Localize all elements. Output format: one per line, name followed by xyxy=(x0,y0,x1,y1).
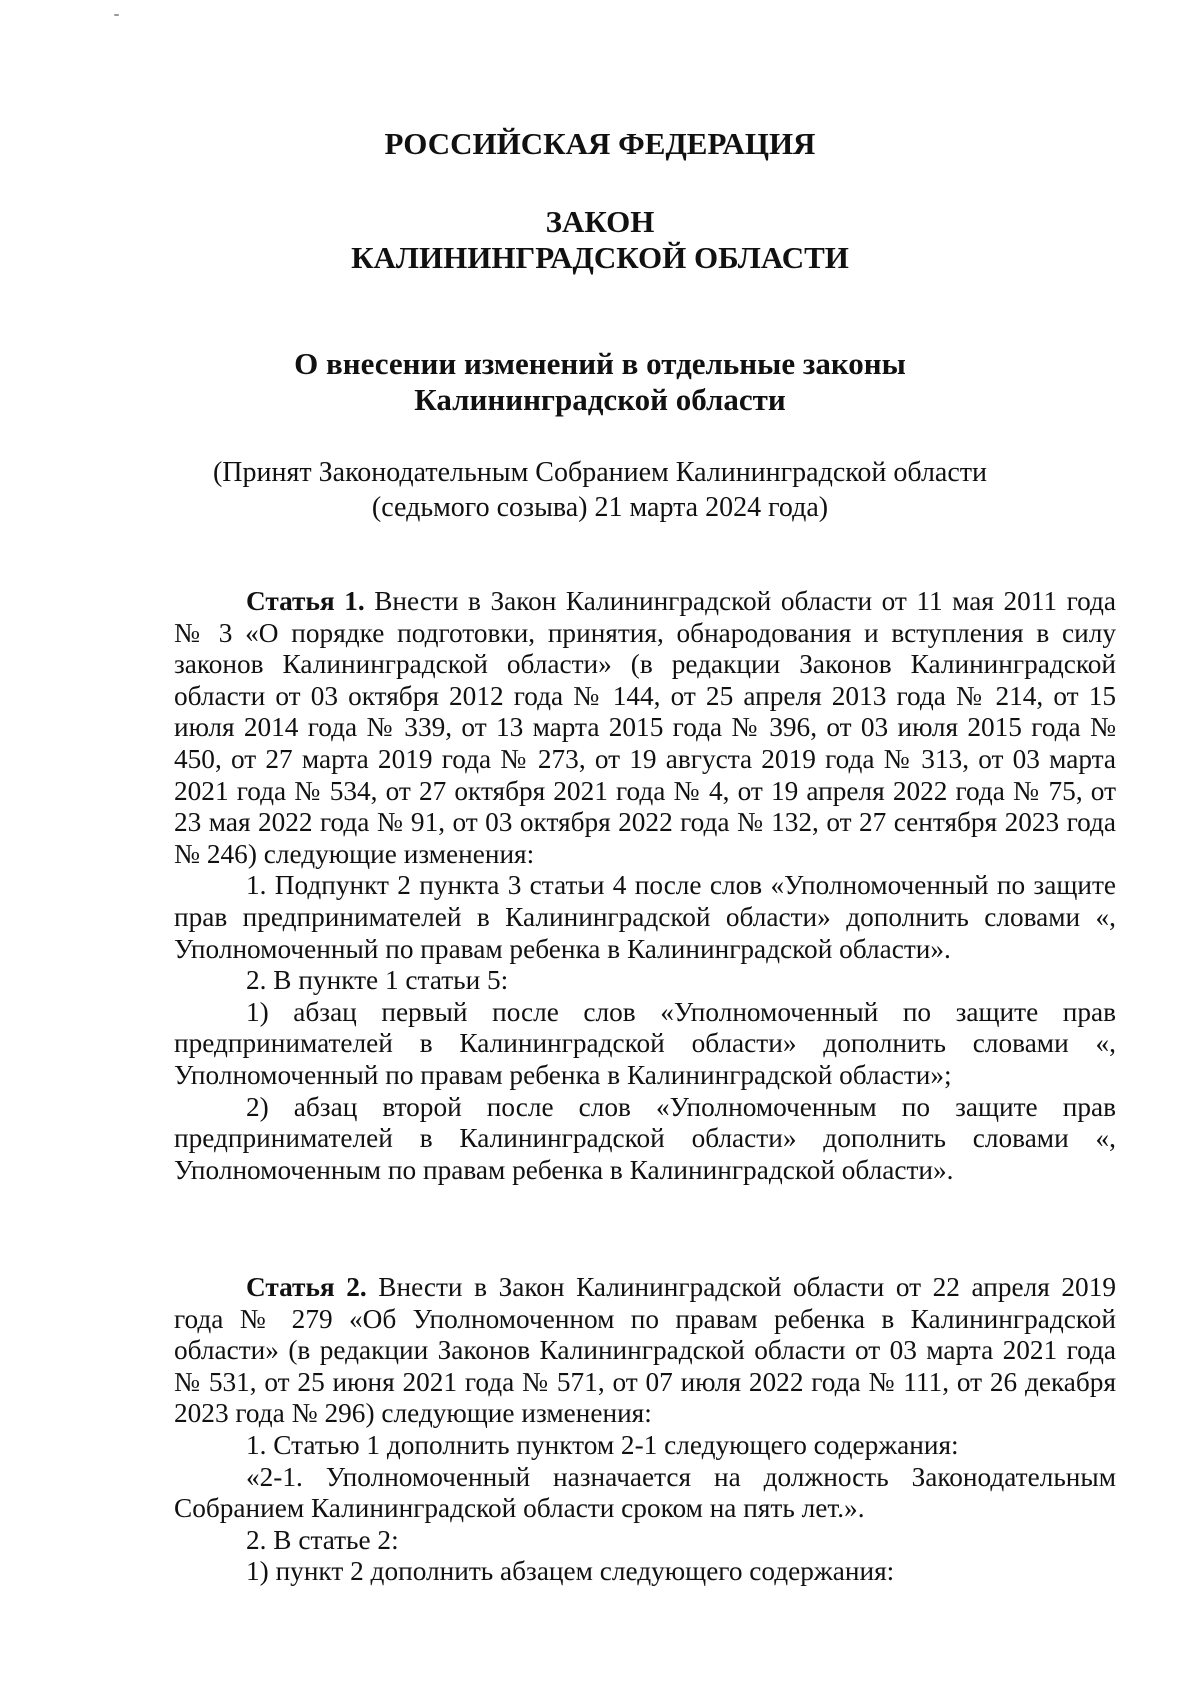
article-2-item-1: 1. Статью 1 дополнить пунктом 2-1 следующего содержания: xyxy=(246,1429,959,1460)
article-2-item-2-sub-1: 1) пункт 2 дополнить абзацем следующего содержания: xyxy=(246,1556,895,1587)
law-title xyxy=(0,204,1200,276)
article-2-heading: Статья 2. xyxy=(246,1272,367,1302)
law-title-region: КАЛИНИНГРАДСКОЙ ОБЛАСТИ xyxy=(351,240,849,275)
law-subject xyxy=(0,346,1200,418)
article-2-intro-text: Внести в Закон Калининградской области от 22 апреля 2019 года № 279 «Об Уполномоченном по правам ребенка в Калининградской области» (в редакции Законов Калининградской области от 03 марта 2021 года № 531, от 25 июня 2021 года № 571, от 07 июля 2022 года № 111, от 26 декабря 2023 года № 296) следующие изменения: xyxy=(174,1272,1116,1429)
article-1-item-2: 2. В пункте 1 статьи 5: xyxy=(246,965,509,996)
adoption-line: (Принят Законодательным Собранием Калининградской области xyxy=(212,457,988,488)
article-1-item-1: 1. Подпункт 2 пункта 3 статьи 4 после слов «Уполномоченный по защите прав предпринимателей в Калининградской области» дополнить словами «, Уполномоченный по правам ребенка в Калининградской области». xyxy=(174,870,1116,964)
scan-artifact xyxy=(114,14,119,16)
article-1-item-2-sub-1: 1) абзац первый после слов «Уполномоченный по защите прав предпринимателей в Калининградской области» дополнить словами «, Уполномоченный по правам ребенка в Калининградской области»; xyxy=(174,996,1116,1090)
adoption-line: (седьмого созыва) 21 марта 2024 года) xyxy=(371,492,829,523)
article-2-item-2: 2. В статье 2: xyxy=(246,1524,399,1555)
federation-heading: РОССИЙСКАЯ ФЕДЕРАЦИЯ xyxy=(384,126,816,161)
article-1-intro-text: Внести в Закон Калининградской области от 11 мая 2011 года № 3 «О порядке подготовки, принятия, обнародования и вступления в силу законов Калининградской области» (в редакции Законов Калининградской области от 03 октября 2012 года № 144, от 25 апреля 2013 года № 214, от 15 июля 2014 года № 339, от 13 марта 2015 года № 396, от 03 июля 2015 года № 450, от 27 марта 2019 года № 273, от 19 августа 2019 года № 313, от 03 марта 2021 года № 534, от 27 октября 2021 года № 4, от 19 апреля 2022 года № 75, от 23 мая 2022 года № 91, от 03 октября 2022 года № 132, от 27 сентября 2023 года № 246) следующие изменения: xyxy=(174,586,1116,869)
article-2-intro xyxy=(174,1272,1116,1430)
article-2-item-1-quote: «2-1. Уполномоченный назначается на должность Законодательным Собранием Калининградской области сроком на пять лет.». xyxy=(174,1461,1116,1524)
adoption-note xyxy=(0,455,1200,525)
article-1-heading: Статья 1. xyxy=(246,586,365,616)
law-subject-line: О внесении изменений в отдельные законы xyxy=(294,346,906,381)
law-subject-line: Калининградской области xyxy=(414,382,786,417)
law-title-line: ЗАКОН xyxy=(545,204,655,239)
article-2 xyxy=(174,1272,1116,1588)
article-1 xyxy=(174,586,1116,1186)
article-1-intro xyxy=(174,586,1116,870)
article-1-item-2-sub-2: 2) абзац второй после слов «Уполномоченным по защите прав предпринимателей в Калининградской области» дополнить словами «, Уполномоченным по правам ребенка в Калининградской области». xyxy=(174,1091,1116,1185)
